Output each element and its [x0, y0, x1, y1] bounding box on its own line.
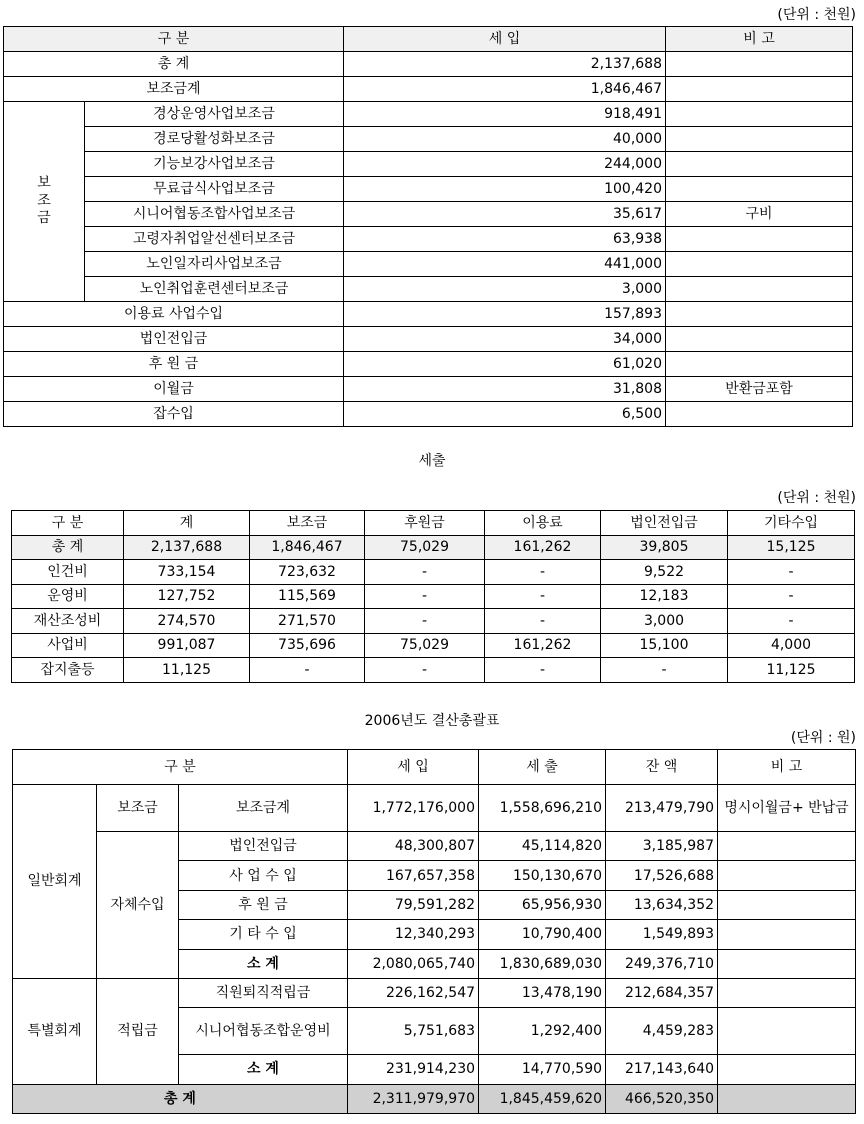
- row-note: [666, 327, 853, 352]
- row-value: 61,020: [344, 352, 666, 377]
- row-note: [666, 277, 853, 302]
- cell: 161,262: [485, 633, 601, 658]
- row-label: 경상운영사업보조금: [85, 102, 344, 127]
- general-account-label: 일반회계: [13, 785, 97, 979]
- income-unit-label: (단위 : 천원): [777, 7, 856, 23]
- summary-header-balance: 잔 액: [606, 750, 718, 785]
- summary-header-note: 비 고: [718, 750, 856, 785]
- expense-title: 세출: [418, 453, 446, 469]
- table-row: [4, 377, 853, 402]
- income-header-category: 구 분: [4, 27, 344, 52]
- row-balance: 466,520,350: [606, 1084, 718, 1113]
- row-income: 48,300,807: [348, 832, 479, 861]
- row-note: [718, 1055, 856, 1084]
- income-table: [3, 26, 853, 427]
- row-note: [666, 252, 853, 277]
- cell: 운영비: [12, 584, 124, 609]
- cell: 9,522: [601, 560, 728, 585]
- row-balance: 213,479,790: [606, 785, 718, 832]
- table-row: [12, 560, 855, 585]
- table-row: [4, 127, 853, 152]
- row-income: 2,080,065,740: [348, 949, 479, 978]
- table-row: [12, 584, 855, 609]
- row-balance: 217,143,640: [606, 1055, 718, 1084]
- row-value: 157,893: [344, 302, 666, 327]
- income-header-row: [4, 27, 853, 52]
- cell: 733,154: [124, 560, 250, 585]
- expense-table: [11, 510, 855, 683]
- row-note: [718, 861, 856, 890]
- row-balance: 17,526,688: [606, 861, 718, 890]
- row-note: [666, 352, 853, 377]
- row-label: 노인취업훈련센터보조금: [85, 277, 344, 302]
- row-label: 시니어협동조합운영비: [179, 1008, 348, 1055]
- row-value: 244,000: [344, 152, 666, 177]
- row-income: 226,162,547: [348, 978, 479, 1007]
- expense-total-row: [12, 535, 855, 560]
- summary-table: [12, 749, 856, 1114]
- cell: 115,569: [250, 584, 365, 609]
- cell: 재산조성비: [12, 609, 124, 634]
- cell: 사업비: [12, 633, 124, 658]
- cell: -: [365, 609, 485, 634]
- summary-header-income: 세 입: [348, 750, 479, 785]
- row-value: 34,000: [344, 327, 666, 352]
- row-note: [666, 177, 853, 202]
- table-row: [4, 202, 853, 227]
- cell: 12,183: [601, 584, 728, 609]
- cell: 1,846,467: [250, 535, 365, 560]
- summary-title: 2006년도 결산총괄표: [364, 713, 500, 729]
- cell: 15,125: [728, 535, 855, 560]
- table-row: [4, 352, 853, 377]
- subsidy-label: 보조금: [97, 785, 179, 832]
- row-value: 40,000: [344, 127, 666, 152]
- table-row: [4, 177, 853, 202]
- row-note: 명시이월금+ 반납금: [718, 785, 856, 832]
- table-row: [4, 152, 853, 177]
- cell: 991,087: [124, 633, 250, 658]
- summary-header-expense: 세 출: [479, 750, 606, 785]
- row-label: 기 타 수 입: [179, 920, 348, 949]
- table-row: [4, 252, 853, 277]
- cell: -: [365, 560, 485, 585]
- row-expense: 150,130,670: [479, 861, 606, 890]
- row-label: 총 계: [4, 52, 344, 77]
- row-label: 경로당활성화보조금: [85, 127, 344, 152]
- subsidy-group-text: 보 조 금: [37, 175, 51, 227]
- cell: -: [728, 560, 855, 585]
- row-label: 후 원 금: [4, 352, 344, 377]
- cell: -: [728, 609, 855, 634]
- row-expense: 14,770,590: [479, 1055, 606, 1084]
- row-value: 1,846,467: [344, 77, 666, 102]
- row-expense: 1,830,689,030: [479, 949, 606, 978]
- row-balance: 212,684,357: [606, 978, 718, 1007]
- table-row: [13, 785, 856, 832]
- cell: 11,125: [124, 658, 250, 683]
- row-label: 이월금: [4, 377, 344, 402]
- row-balance: 3,185,987: [606, 832, 718, 861]
- row-value: 63,938: [344, 227, 666, 252]
- row-label: 잡수입: [4, 402, 344, 427]
- row-income: 12,340,293: [348, 920, 479, 949]
- row-note: [666, 227, 853, 252]
- row-expense: 45,114,820: [479, 832, 606, 861]
- income-total-row: [4, 52, 853, 77]
- row-value: 31,808: [344, 377, 666, 402]
- cell: 127,752: [124, 584, 250, 609]
- row-label: 이용료 사업수입: [4, 302, 344, 327]
- row-balance: 1,549,893: [606, 920, 718, 949]
- row-label: 법인전입금: [179, 832, 348, 861]
- row-label: 기능보강사업보조금: [85, 152, 344, 177]
- cell: 39,805: [601, 535, 728, 560]
- row-balance: 4,459,283: [606, 1008, 718, 1055]
- row-income: 2,311,979,970: [348, 1084, 479, 1113]
- row-label: 후 원 금: [179, 890, 348, 919]
- row-income: 1,772,176,000: [348, 785, 479, 832]
- row-expense: 1,558,696,210: [479, 785, 606, 832]
- row-note: [718, 832, 856, 861]
- summary-header-row: [13, 750, 856, 785]
- row-note: [718, 949, 856, 978]
- row-note: [718, 920, 856, 949]
- expense-header-category: 구 분: [12, 511, 124, 536]
- expense-unit-label: (단위 : 천원): [777, 490, 856, 506]
- row-value: 6,500: [344, 402, 666, 427]
- row-balance: 249,376,710: [606, 949, 718, 978]
- cell: 2,137,688: [124, 535, 250, 560]
- table-row: [4, 402, 853, 427]
- cell: 75,029: [365, 535, 485, 560]
- expense-header-donation: 후원금: [365, 511, 485, 536]
- self-income-label: 자체수입: [97, 832, 179, 979]
- row-expense: 1,292,400: [479, 1008, 606, 1055]
- table-row: [12, 609, 855, 634]
- table-row: [12, 658, 855, 683]
- summary-header-category: 구 분: [13, 750, 348, 785]
- cell: 271,570: [250, 609, 365, 634]
- row-note: 구비: [666, 202, 853, 227]
- cell: 4,000: [728, 633, 855, 658]
- row-note: [666, 402, 853, 427]
- row-note: [666, 302, 853, 327]
- cell: 잡지출등: [12, 658, 124, 683]
- row-income: 5,751,683: [348, 1008, 479, 1055]
- table-row: [4, 302, 853, 327]
- cell: 11,125: [728, 658, 855, 683]
- special-account-label: 특별회계: [13, 978, 97, 1084]
- income-subsidy-total-row: [4, 77, 853, 102]
- row-note: [718, 890, 856, 919]
- cell: 총 계: [12, 535, 124, 560]
- row-value: 441,000: [344, 252, 666, 277]
- table-row: [13, 832, 856, 861]
- expense-header-other: 기타수입: [728, 511, 855, 536]
- cell: -: [485, 609, 601, 634]
- row-note: [666, 102, 853, 127]
- income-header-note: 비 고: [666, 27, 853, 52]
- cell: 15,100: [601, 633, 728, 658]
- row-label: 시니어협동조합사업보조금: [85, 202, 344, 227]
- row-income: 231,914,230: [348, 1055, 479, 1084]
- row-income: 79,591,282: [348, 890, 479, 919]
- row-note: [666, 77, 853, 102]
- row-label: 총 계: [13, 1084, 348, 1113]
- row-expense: 10,790,400: [479, 920, 606, 949]
- row-label: 보조금계: [179, 785, 348, 832]
- row-label: 보조금계: [4, 77, 344, 102]
- row-expense: 1,845,459,620: [479, 1084, 606, 1113]
- cell: -: [601, 658, 728, 683]
- row-label: 무료급식사업보조금: [85, 177, 344, 202]
- row-value: 2,137,688: [344, 52, 666, 77]
- row-label: 소 계: [179, 949, 348, 978]
- cell: -: [365, 658, 485, 683]
- row-value: 35,617: [344, 202, 666, 227]
- cell: 75,029: [365, 633, 485, 658]
- grand-total-row: [13, 1084, 856, 1113]
- cell: -: [485, 584, 601, 609]
- expense-header-subsidy: 보조금: [250, 511, 365, 536]
- expense-header-fee: 이용료: [485, 511, 601, 536]
- cell: 735,696: [250, 633, 365, 658]
- table-row: [4, 277, 853, 302]
- row-label: 사 업 수 입: [179, 861, 348, 890]
- income-header-amount: 세 입: [344, 27, 666, 52]
- row-note: [666, 52, 853, 77]
- row-note: [718, 1008, 856, 1055]
- row-label: 노인일자리사업보조금: [85, 252, 344, 277]
- table-row: [13, 978, 856, 1007]
- row-note: [718, 1084, 856, 1113]
- row-note: [718, 978, 856, 1007]
- row-label: 소 계: [179, 1055, 348, 1084]
- row-note: [666, 152, 853, 177]
- expense-header-row: [12, 511, 855, 536]
- cell: 161,262: [485, 535, 601, 560]
- row-note: 반환금포함: [666, 377, 853, 402]
- table-row: [4, 227, 853, 252]
- table-row: [4, 102, 853, 127]
- row-label: 고령자취업알선센터보조금: [85, 227, 344, 252]
- table-row: [4, 327, 853, 352]
- cell: -: [485, 560, 601, 585]
- row-income: 167,657,358: [348, 861, 479, 890]
- cell: -: [485, 658, 601, 683]
- subsidy-group-label: [4, 102, 85, 302]
- summary-unit-label: (단위 : 원): [790, 730, 856, 746]
- expense-header-total: 계: [124, 511, 250, 536]
- expense-header-corporate: 법인전입금: [601, 511, 728, 536]
- row-expense: 13,478,190: [479, 978, 606, 1007]
- row-expense: 65,956,930: [479, 890, 606, 919]
- row-balance: 13,634,352: [606, 890, 718, 919]
- row-label: 직원퇴직적립금: [179, 978, 348, 1007]
- cell: -: [728, 584, 855, 609]
- cell: -: [250, 658, 365, 683]
- row-value: 3,000: [344, 277, 666, 302]
- cell: 3,000: [601, 609, 728, 634]
- cell: 274,570: [124, 609, 250, 634]
- cell: 723,632: [250, 560, 365, 585]
- cell: 인건비: [12, 560, 124, 585]
- row-label: 법인전입금: [4, 327, 344, 352]
- row-value: 918,491: [344, 102, 666, 127]
- table-row: [12, 633, 855, 658]
- reserve-label: 적립금: [97, 978, 179, 1084]
- cell: -: [365, 584, 485, 609]
- row-value: 100,420: [344, 177, 666, 202]
- row-note: [666, 127, 853, 152]
